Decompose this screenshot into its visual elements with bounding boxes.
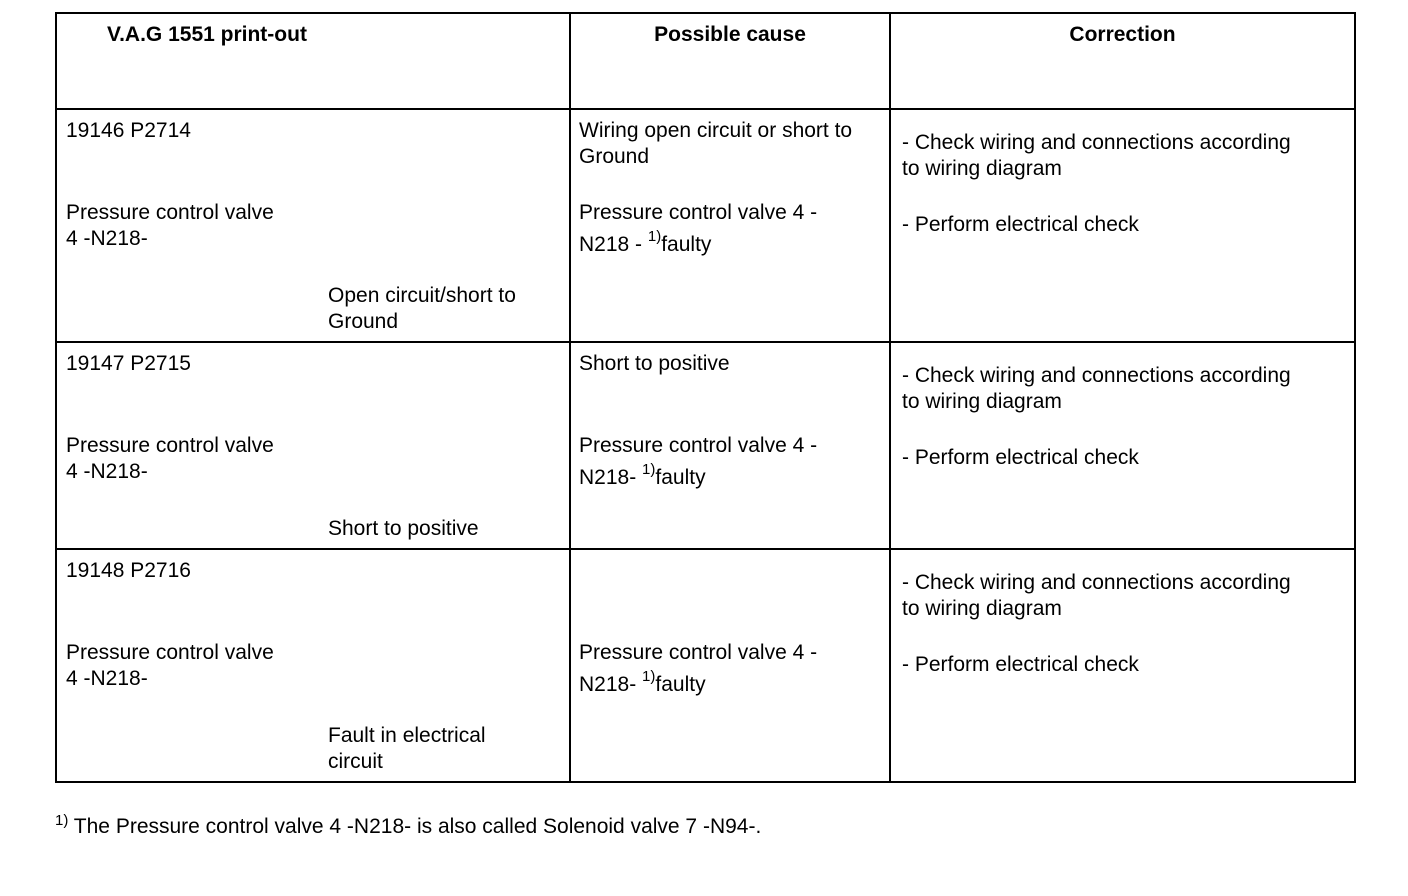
header-row [56,13,1355,109]
correction-check-wiring: - Check wiring and connections according to wiring diagram [902,364,1291,413]
printout-cell [56,549,570,782]
fault-description: Short to positive [328,517,479,540]
cause-cell [570,109,890,342]
correction-cell [890,342,1355,549]
footnote-text: The Pressure control valve 4 -N218- is also called Solenoid valve 7 -N94-. [68,815,762,838]
fault-description: Fault in electrical circuit [328,724,486,773]
correction-check-wiring: - Check wiring and connections according to wiring diagram [902,131,1291,180]
correction-electrical-check: - Perform electrical check [902,446,1139,469]
component-name: Pressure control valve 4 -N218- [66,201,274,250]
header-correction: Correction [890,13,1355,109]
cause-cell [570,342,890,549]
component-name: Pressure control valve 4 -N218- [66,434,274,483]
footnote [55,812,761,839]
cause-component: Pressure control valve 4 - N218- $^{1)}$faulty [579,641,818,696]
fault-code: 19147 P2715 [66,352,191,375]
fault-table [55,12,1356,783]
cause-component: Pressure control valve 4 - N218- $^{1)}$faulty [579,434,818,489]
fault-code: 19146 P2714 [66,119,191,142]
table-row [56,549,1355,782]
correction-electrical-check: - Perform electrical check [902,213,1139,236]
header-possible-cause: Possible cause [570,13,890,109]
header-printout: V.A.G 1551 print-out [56,13,570,109]
table-row [56,109,1355,342]
cause-cell [570,549,890,782]
footnote-mark: 1) [55,812,69,829]
table-row [56,342,1355,549]
correction-cell [890,549,1355,782]
fault-description: Open circuit/short to Ground [328,284,516,333]
footnote-mark: 1) [642,461,656,478]
cause-component: Pressure control valve 4 - N218 - $^{1)}$faulty [579,201,818,256]
fault-code: 19148 P2716 [66,559,191,582]
printout-cell [56,109,570,342]
footnote-mark: 1) [642,668,656,685]
printout-cell [56,342,570,549]
footnote-mark: 1) [647,228,662,245]
component-name: Pressure control valve 4 -N218- [66,641,274,690]
correction-electrical-check: - Perform electrical check [902,653,1139,676]
correction-cell [890,109,1355,342]
correction-check-wiring: - Check wiring and connections according to wiring diagram [902,571,1291,620]
cause-primary: Short to positive [579,352,730,375]
cause-primary: Wiring open circuit or short to Ground [579,119,853,168]
